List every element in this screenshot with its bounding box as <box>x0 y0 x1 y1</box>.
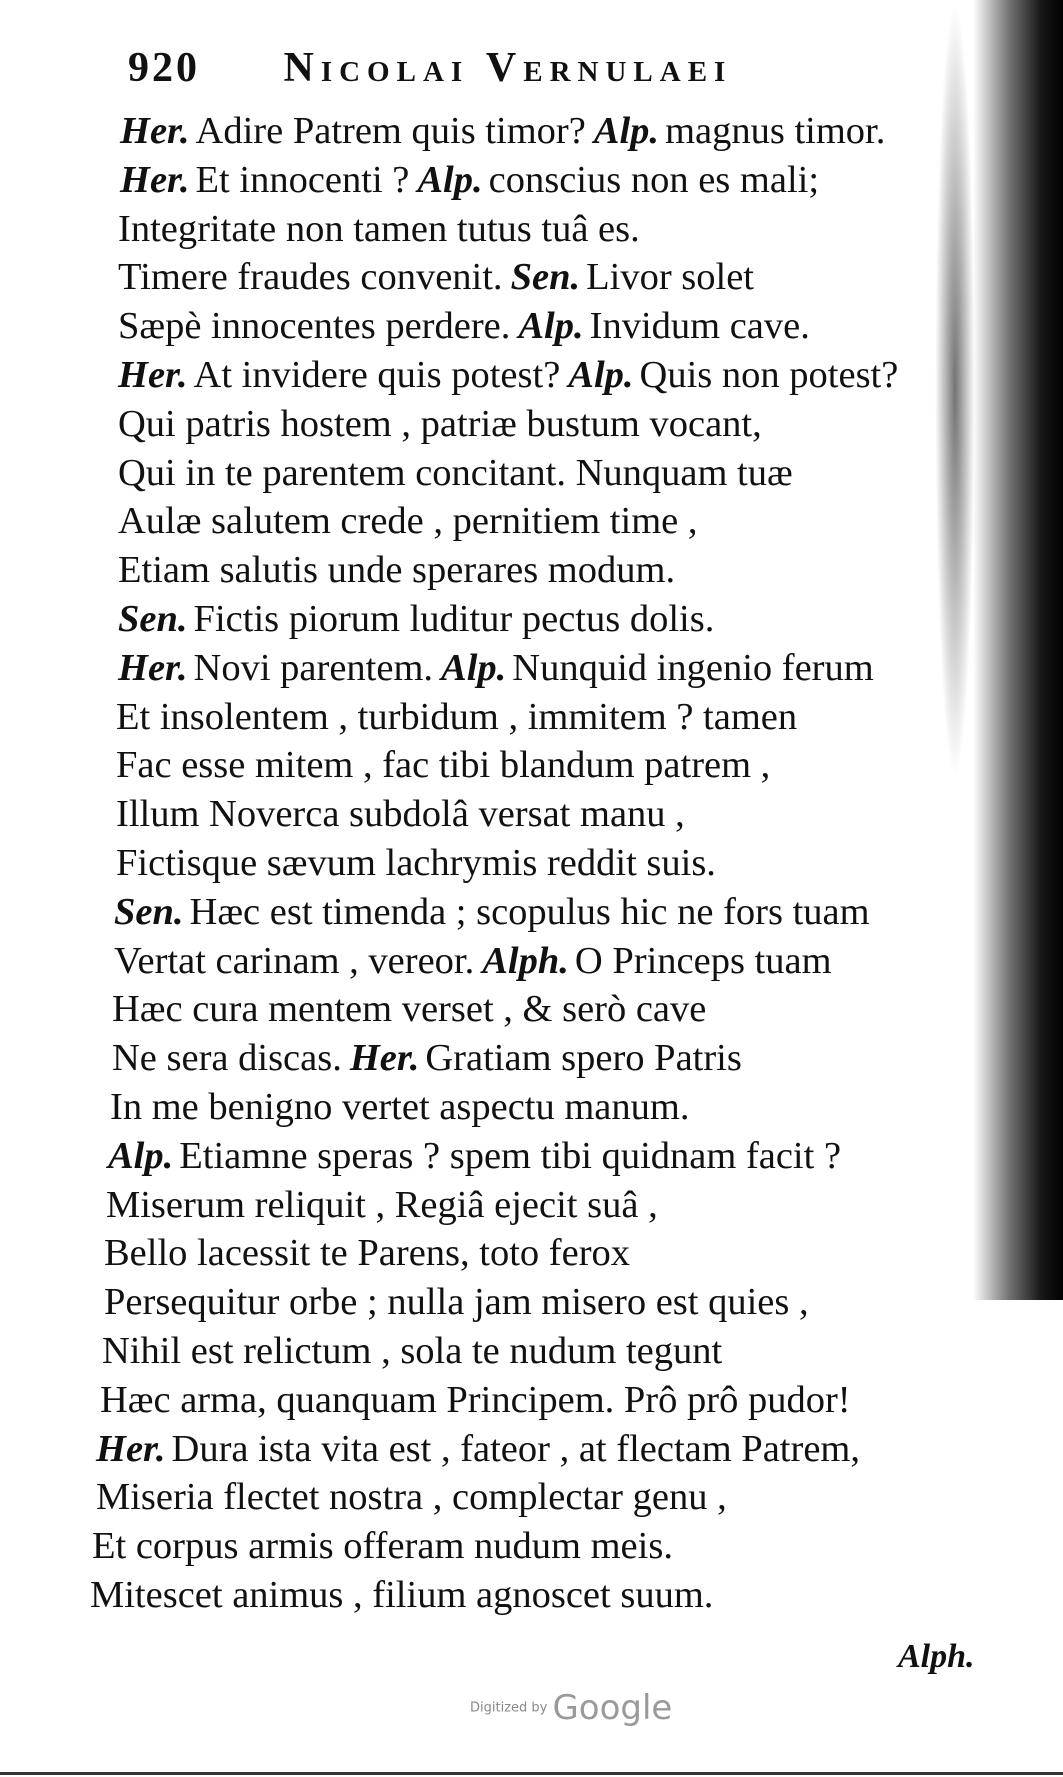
watermark-brand: Google <box>552 1688 673 1728</box>
speaker-label: Sen. <box>114 891 184 933</box>
verse-text: Persequitur orbe ; nulla jam misero est quies , <box>104 1281 809 1323</box>
page-number: 920 <box>128 45 200 91</box>
verse-text: Fac esse mitem , fac tibi blandum patrem , <box>116 744 771 786</box>
verse-text: Invidum cave. <box>589 305 810 347</box>
watermark-prefix: Digitized by <box>470 1700 548 1716</box>
verse-text: Bello lacessit te Parens, toto ferox <box>104 1232 631 1274</box>
verse-text: Qui in te parentem concitant. Nunquam tuæ <box>118 452 793 494</box>
verse-text: conscius non es mali; <box>488 159 820 201</box>
verse-line <box>108 1137 841 1176</box>
verse-line <box>118 551 675 590</box>
verse-text: Nunquid ingenio ferum <box>512 647 874 689</box>
catchword: Alph. <box>898 1638 975 1675</box>
verse-line <box>120 161 819 200</box>
speaker-label: Her. <box>120 110 190 152</box>
verse-line <box>100 1381 851 1420</box>
verse-text: Vertat carinam , vereor. <box>114 940 475 982</box>
verse-text: Livor solet <box>586 256 754 298</box>
verse-text: Integritate non tamen tutus tuâ es. <box>118 208 640 250</box>
verse-line <box>120 112 885 151</box>
verse-text: Et insolentem , turbidum , immitem ? tamen <box>116 696 798 738</box>
speaker-label: Her. <box>96 1428 166 1470</box>
verse-text: Miserum reliquit , Regiâ ejecit suâ , <box>106 1184 658 1226</box>
verse-line <box>114 942 832 981</box>
verse-line <box>118 307 810 346</box>
verse-text: Gratiam spero Patris <box>425 1037 742 1079</box>
verse-line <box>118 502 697 541</box>
verse-text: Aulæ salutem crede , pernitiem time , <box>118 500 698 542</box>
verse-text: Dura ista vita est , fateor , at flectam Patrem, <box>171 1428 860 1470</box>
verse-text: Fictis piorum luditur pectus dolis. <box>193 598 715 640</box>
speaker-label: Alp. <box>518 305 584 347</box>
verse-text: Et innocenti ? <box>195 159 410 201</box>
verse-line <box>118 405 762 444</box>
verse-text: Mitescet animus , filium agnoscet suum. <box>90 1574 714 1616</box>
verse-line <box>118 454 793 493</box>
verse-text: Hæc arma, quanquam Principem. Prô prô pudor! <box>100 1379 851 1421</box>
page-edge-rule <box>0 1772 1063 1775</box>
verse-line <box>104 1283 809 1322</box>
verse-line <box>96 1478 727 1517</box>
verse-text: magnus timor. <box>665 110 886 152</box>
verse-text: Hæc cura mentem verset , & serò cave <box>112 988 707 1030</box>
speaker-label: Alp. <box>593 110 660 152</box>
digitized-watermark <box>470 1688 672 1728</box>
running-header <box>128 44 732 92</box>
verse-line <box>110 1088 689 1127</box>
speaker-label: Her. <box>118 354 188 396</box>
verse-text: Illum Noverca subdolâ versat manu , <box>116 793 685 835</box>
verse-line <box>116 746 770 785</box>
verse-line <box>104 1234 630 1273</box>
speaker-label: Alp. <box>568 354 634 396</box>
verse-line <box>118 600 714 639</box>
speaker-label: Her. <box>120 159 190 201</box>
verse-line <box>90 1576 713 1615</box>
verse-line <box>118 356 898 395</box>
verse-line <box>118 258 754 297</box>
speaker-label: Alp. <box>108 1135 174 1177</box>
speaker-label: Sen. <box>118 598 188 640</box>
verse-text: Adire Patrem quis timor? <box>195 110 586 152</box>
verse-line <box>116 795 685 834</box>
verse-text: Quis non potest? <box>639 354 899 396</box>
verse-text: In me benigno vertet aspectu manum. <box>110 1086 690 1128</box>
verse-line <box>118 649 874 688</box>
verse-text: Ne sera discas. <box>112 1037 342 1079</box>
verse-text: Etiamne speras ? spem tibi quidnam facit ? <box>179 1135 842 1177</box>
margin-stain <box>973 0 1063 1300</box>
verse-text: Miseria flectet nostra , complectar genu , <box>96 1476 727 1518</box>
verse-text: Novi parentem. <box>193 647 434 689</box>
speaker-label: Alp. <box>441 647 507 689</box>
verse-line <box>116 698 797 737</box>
verse-line <box>106 1186 658 1225</box>
verse-line <box>114 893 870 932</box>
running-title: Nicolai Vernulaei <box>283 45 733 91</box>
verse-text: Etiam salutis unde sperares modum. <box>118 549 676 591</box>
verse-line <box>118 210 640 249</box>
speaker-label: Sen. <box>510 256 581 298</box>
verse-line <box>92 1527 673 1566</box>
verse-text: Qui patris hostem , patriæ bustum vocant, <box>118 403 762 445</box>
verse-text: Fictisque sævum lachrymis reddit suis. <box>116 842 716 884</box>
verse-text: Et corpus armis offeram nudum meis. <box>92 1525 673 1567</box>
verse-text: Nihil est relictum , sola te nudum tegunt <box>102 1330 723 1372</box>
verse-text: Timere fraudes convenit. <box>118 256 503 298</box>
verse-line <box>102 1332 722 1371</box>
speaker-label: Alp. <box>417 159 483 201</box>
verse-line <box>96 1430 860 1469</box>
verse-line <box>112 1039 742 1078</box>
verse-text: At invidere quis potest? <box>193 354 561 396</box>
verse-line <box>112 990 706 1029</box>
speaker-label: Her. <box>118 647 188 689</box>
verse-line <box>116 844 716 883</box>
speaker-label: Alph. <box>482 940 569 982</box>
verse-text: Sæpè innocentes perdere. <box>118 305 511 347</box>
speaker-label: Her. <box>349 1037 420 1079</box>
verse-text: O Princeps tuam <box>574 940 832 982</box>
verse-text: Hæc est timenda ; scopulus hic ne fors tuam <box>189 891 870 933</box>
margin-stain-shadow <box>935 0 975 780</box>
